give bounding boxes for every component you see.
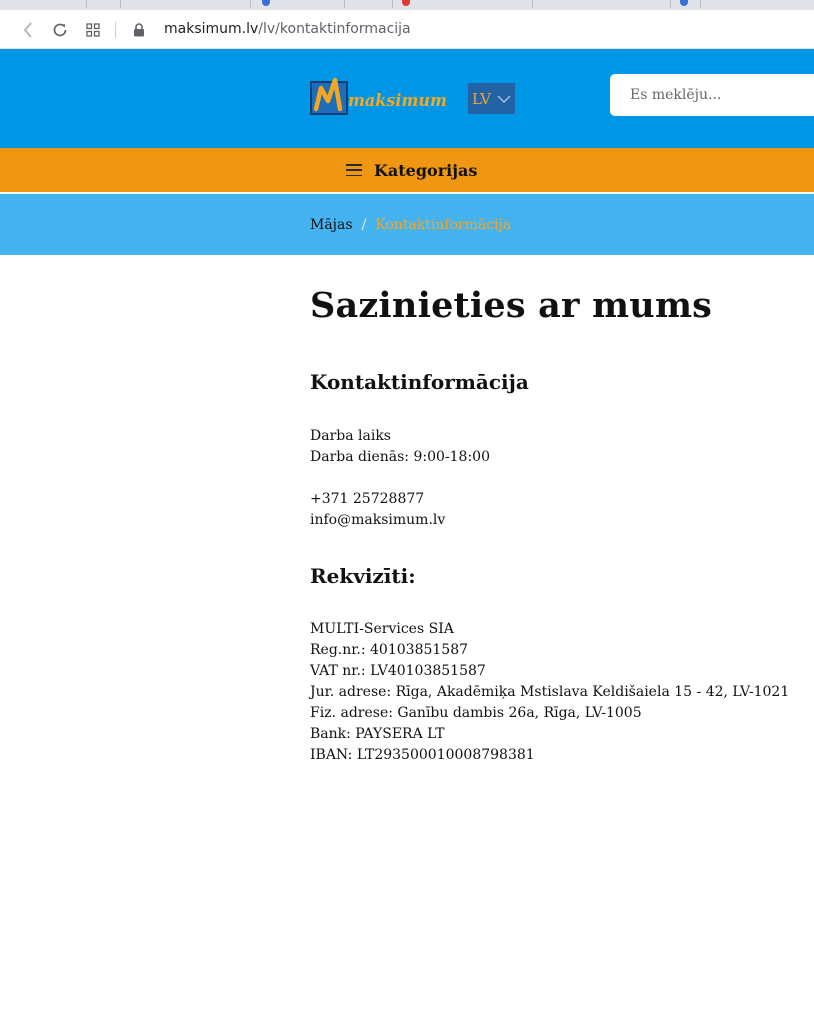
tab-divider xyxy=(120,0,121,8)
tab-divider xyxy=(670,0,671,8)
categories-bar xyxy=(0,148,814,192)
toolbar-divider xyxy=(115,22,116,38)
apps-grid-icon[interactable] xyxy=(80,10,106,49)
tab-divider xyxy=(392,0,393,8)
categories-label: Kategorijas xyxy=(374,160,478,180)
requisites-heading: Rekvizīti: xyxy=(310,564,416,588)
breadcrumb-current: Kontaktinformācija xyxy=(375,216,512,233)
iban: IBAN: LT293500010008798381 xyxy=(310,747,535,763)
legal-address: Jur. adrese: Rīga, Akadēmiķa Mstislava Keldišaiela 15 - 42, LV-1021 xyxy=(310,684,790,700)
search-box xyxy=(610,74,814,116)
language-label: LV xyxy=(471,89,491,108)
url-path: /lv/kontaktinformacija xyxy=(258,21,411,37)
working-hours-label: Darba laiks xyxy=(310,428,391,444)
breadcrumb-separator: / xyxy=(361,216,367,233)
search-input[interactable] xyxy=(610,74,814,116)
hamburger-menu-icon xyxy=(346,164,362,176)
email-address[interactable]: info@maksimum.lv xyxy=(310,512,446,528)
logo-text: maksimum xyxy=(348,91,447,111)
company-name: MULTI-Services SIA xyxy=(310,621,454,637)
categories-menu-button[interactable] xyxy=(346,148,477,192)
breadcrumb-home-link[interactable]: Mājas xyxy=(310,216,353,233)
tab-divider xyxy=(250,0,251,8)
browser-toolbar xyxy=(0,10,814,49)
chevron-down-icon xyxy=(497,94,511,104)
phone-number[interactable]: +371 25728877 xyxy=(310,491,425,507)
breadcrumb-bar xyxy=(0,194,814,255)
lock-icon[interactable] xyxy=(130,10,148,49)
language-selector[interactable] xyxy=(468,83,515,114)
vat-number: VAT nr.: LV40103851587 xyxy=(310,663,486,679)
tab-favicon[interactable] xyxy=(262,0,270,6)
tab-favicon[interactable] xyxy=(402,0,410,6)
bank-name: Bank: PAYSERA LT xyxy=(310,726,445,742)
site-header xyxy=(0,49,814,148)
tab-favicon[interactable] xyxy=(680,0,688,6)
page-title: Sazinieties ar mums xyxy=(310,285,713,326)
browser-tab-strip xyxy=(0,0,814,10)
tab-divider xyxy=(532,0,533,8)
url-host: maksimum.lv xyxy=(164,21,259,37)
breadcrumb xyxy=(310,194,511,255)
working-hours-value: Darba dienās: 9:00-18:00 xyxy=(310,449,490,465)
address-bar[interactable] xyxy=(164,10,411,49)
back-arrow-icon[interactable] xyxy=(14,10,42,49)
contact-heading: Kontaktinformācija xyxy=(310,370,529,394)
tab-divider xyxy=(344,0,345,8)
registration-number: Reg.nr.: 40103851587 xyxy=(310,642,469,658)
tab-divider xyxy=(700,0,701,8)
tab-divider xyxy=(86,0,87,8)
physical-address: Fiz. adrese: Ganību dambis 26a, Rīga, LV-1005 xyxy=(310,705,642,721)
reload-icon[interactable] xyxy=(46,10,74,49)
site-logo[interactable] xyxy=(310,77,450,117)
